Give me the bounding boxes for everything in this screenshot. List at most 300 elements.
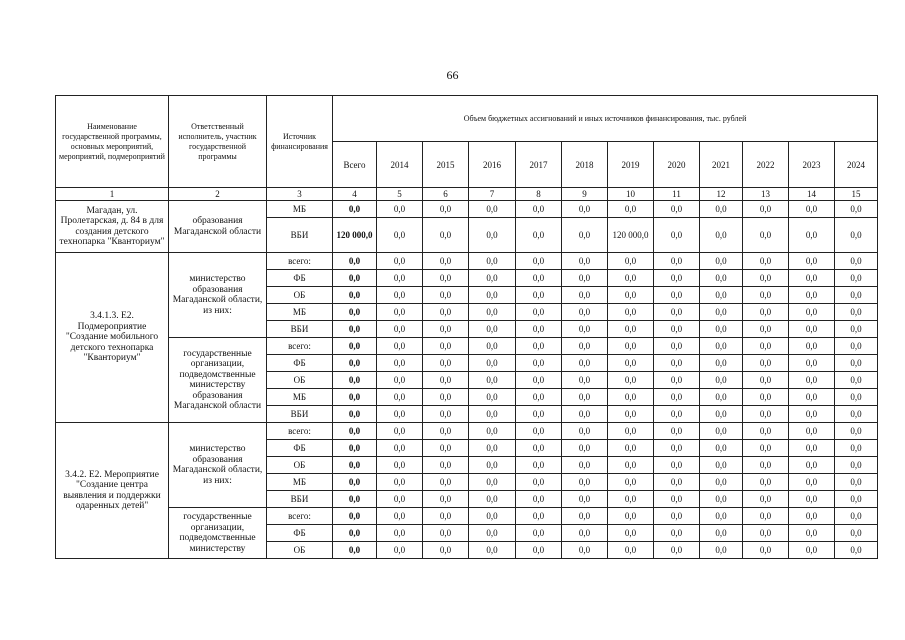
year-value: 0,0	[608, 355, 654, 372]
total-value: 120 000,0	[333, 218, 377, 253]
funding-source: ОБ	[267, 287, 333, 304]
year-value: 0,0	[654, 355, 700, 372]
year-value: 0,0	[516, 201, 562, 218]
year-value: 0,0	[835, 321, 878, 338]
year-value: 120 000,0	[608, 218, 654, 253]
year-value: 0,0	[700, 201, 743, 218]
column-number: 14	[789, 188, 835, 201]
year-value: 0,0	[743, 253, 789, 270]
year-value: 0,0	[743, 321, 789, 338]
year-value: 0,0	[743, 287, 789, 304]
funding-source: всего:	[267, 338, 333, 355]
column-number: 12	[700, 188, 743, 201]
column-number: 1	[56, 188, 169, 201]
year-value: 0,0	[789, 474, 835, 491]
year-value: 0,0	[516, 355, 562, 372]
column-number: 7	[469, 188, 516, 201]
year-value: 0,0	[835, 218, 878, 253]
year-value: 0,0	[608, 406, 654, 423]
total-value: 0,0	[333, 201, 377, 218]
year-value: 0,0	[516, 491, 562, 508]
year-value: 0,0	[469, 508, 516, 525]
year-value: 0,0	[743, 372, 789, 389]
year-value: 0,0	[516, 304, 562, 321]
year-value: 0,0	[562, 474, 608, 491]
year-value: 0,0	[423, 304, 469, 321]
responsible-executor: образования Магаданской области	[169, 201, 267, 253]
table-row	[56, 253, 878, 270]
year-value: 0,0	[377, 457, 423, 474]
year-value: 0,0	[835, 201, 878, 218]
year-value: 0,0	[608, 270, 654, 287]
responsible-executor: государственные организации, подведомственные министерству образования Магаданской области	[169, 338, 267, 423]
funding-source: ОБ	[267, 542, 333, 559]
year-value: 0,0	[377, 423, 423, 440]
year-value: 0,0	[743, 542, 789, 559]
year-value: 0,0	[562, 372, 608, 389]
header-source: Источник финансирования	[267, 96, 333, 188]
year-value: 0,0	[562, 491, 608, 508]
column-number: 9	[562, 188, 608, 201]
total-value: 0,0	[333, 457, 377, 474]
table-row	[56, 338, 878, 355]
year-value: 0,0	[608, 440, 654, 457]
year-value: 0,0	[835, 423, 878, 440]
year-value: 0,0	[423, 355, 469, 372]
year-value: 0,0	[654, 218, 700, 253]
total-value: 0,0	[333, 508, 377, 525]
year-value: 0,0	[423, 525, 469, 542]
header-year: 2024	[835, 142, 878, 188]
year-value: 0,0	[654, 389, 700, 406]
year-value: 0,0	[700, 321, 743, 338]
column-number: 6	[423, 188, 469, 201]
header-name: Наименование государственной программы, основных мероприятий, мероприятий, подмероприятий	[56, 96, 169, 188]
year-value: 0,0	[835, 457, 878, 474]
column-number: 2	[169, 188, 267, 201]
year-value: 0,0	[743, 218, 789, 253]
year-value: 0,0	[654, 372, 700, 389]
funding-source: ОБ	[267, 457, 333, 474]
year-value: 0,0	[377, 542, 423, 559]
year-value: 0,0	[608, 287, 654, 304]
year-value: 0,0	[835, 406, 878, 423]
funding-source: ФБ	[267, 440, 333, 457]
funding-source: МБ	[267, 304, 333, 321]
table-row	[56, 423, 878, 440]
responsible-executor: государственные организации, подведомственные министерству	[169, 508, 267, 559]
year-value: 0,0	[423, 423, 469, 440]
year-value: 0,0	[654, 508, 700, 525]
year-value: 0,0	[743, 270, 789, 287]
year-value: 0,0	[654, 338, 700, 355]
year-value: 0,0	[562, 338, 608, 355]
column-number: 11	[654, 188, 700, 201]
header-year: 2019	[608, 142, 654, 188]
year-value: 0,0	[377, 474, 423, 491]
year-value: 0,0	[562, 440, 608, 457]
year-value: 0,0	[377, 440, 423, 457]
funding-source: ВБИ	[267, 218, 333, 253]
year-value: 0,0	[516, 218, 562, 253]
total-value: 0,0	[333, 474, 377, 491]
table-row	[56, 201, 878, 218]
year-value: 0,0	[423, 491, 469, 508]
year-value: 0,0	[516, 270, 562, 287]
year-value: 0,0	[377, 355, 423, 372]
year-value: 0,0	[469, 423, 516, 440]
funding-source: ВБИ	[267, 491, 333, 508]
year-value: 0,0	[608, 542, 654, 559]
year-value: 0,0	[700, 423, 743, 440]
funding-source: всего:	[267, 508, 333, 525]
column-number-row	[56, 188, 878, 201]
year-value: 0,0	[789, 270, 835, 287]
year-value: 0,0	[789, 338, 835, 355]
column-number: 15	[835, 188, 878, 201]
year-value: 0,0	[516, 389, 562, 406]
year-value: 0,0	[700, 304, 743, 321]
year-value: 0,0	[743, 304, 789, 321]
year-value: 0,0	[377, 287, 423, 304]
budget-table	[55, 95, 878, 559]
year-value: 0,0	[469, 338, 516, 355]
year-value: 0,0	[835, 389, 878, 406]
year-value: 0,0	[654, 406, 700, 423]
year-value: 0,0	[654, 525, 700, 542]
year-value: 0,0	[608, 389, 654, 406]
total-value: 0,0	[333, 321, 377, 338]
year-value: 0,0	[789, 201, 835, 218]
activity-name: 3.4.1.3. Е2. Подмероприятие "Создание мобильного детского технопарка "Кванториум"	[56, 253, 169, 423]
year-value: 0,0	[562, 253, 608, 270]
year-value: 0,0	[469, 304, 516, 321]
year-value: 0,0	[469, 253, 516, 270]
header-year: 2020	[654, 142, 700, 188]
year-value: 0,0	[423, 457, 469, 474]
year-value: 0,0	[377, 491, 423, 508]
funding-source: МБ	[267, 474, 333, 491]
year-value: 0,0	[469, 474, 516, 491]
year-value: 0,0	[700, 218, 743, 253]
year-value: 0,0	[743, 338, 789, 355]
year-value: 0,0	[654, 253, 700, 270]
year-value: 0,0	[654, 287, 700, 304]
year-value: 0,0	[516, 525, 562, 542]
year-value: 0,0	[608, 253, 654, 270]
page-number: 66	[446, 68, 459, 82]
year-value: 0,0	[423, 406, 469, 423]
year-value: 0,0	[377, 406, 423, 423]
total-value: 0,0	[333, 372, 377, 389]
year-value: 0,0	[377, 525, 423, 542]
column-number: 3	[267, 188, 333, 201]
year-value: 0,0	[789, 525, 835, 542]
year-value: 0,0	[700, 491, 743, 508]
year-value: 0,0	[789, 355, 835, 372]
year-value: 0,0	[562, 218, 608, 253]
year-value: 0,0	[469, 321, 516, 338]
year-value: 0,0	[562, 508, 608, 525]
header-year: 2021	[700, 142, 743, 188]
total-value: 0,0	[333, 542, 377, 559]
year-value: 0,0	[743, 389, 789, 406]
year-value: 0,0	[469, 270, 516, 287]
header-year: 2022	[743, 142, 789, 188]
year-value: 0,0	[516, 372, 562, 389]
year-value: 0,0	[743, 201, 789, 218]
column-number: 13	[743, 188, 789, 201]
year-value: 0,0	[743, 423, 789, 440]
funding-source: ВБИ	[267, 321, 333, 338]
year-value: 0,0	[835, 338, 878, 355]
year-value: 0,0	[423, 321, 469, 338]
year-value: 0,0	[654, 491, 700, 508]
year-value: 0,0	[700, 457, 743, 474]
total-value: 0,0	[333, 304, 377, 321]
year-value: 0,0	[423, 474, 469, 491]
year-value: 0,0	[835, 491, 878, 508]
year-value: 0,0	[608, 201, 654, 218]
year-value: 0,0	[423, 201, 469, 218]
year-value: 0,0	[789, 542, 835, 559]
year-value: 0,0	[516, 474, 562, 491]
column-number: 4	[333, 188, 377, 201]
year-value: 0,0	[700, 474, 743, 491]
activity-name: Магадан, ул. Пролетарская, д. 84 в для создания детского технопарка "Кванториум"	[56, 201, 169, 253]
responsible-executor: министерство образования Магаданской области, из них:	[169, 423, 267, 508]
year-value: 0,0	[377, 508, 423, 525]
year-value: 0,0	[469, 372, 516, 389]
year-value: 0,0	[562, 423, 608, 440]
year-value: 0,0	[516, 440, 562, 457]
header-year: 2016	[469, 142, 516, 188]
year-value: 0,0	[469, 218, 516, 253]
year-value: 0,0	[743, 406, 789, 423]
funding-source: ФБ	[267, 355, 333, 372]
total-value: 0,0	[333, 491, 377, 508]
year-value: 0,0	[469, 440, 516, 457]
year-value: 0,0	[700, 389, 743, 406]
year-value: 0,0	[423, 389, 469, 406]
funding-source: ФБ	[267, 270, 333, 287]
year-value: 0,0	[789, 253, 835, 270]
year-value: 0,0	[377, 218, 423, 253]
header-volume: Объем бюджетных ассигнований и иных источников финансирования, тыс. рублей	[333, 96, 878, 142]
year-value: 0,0	[608, 474, 654, 491]
year-value: 0,0	[789, 287, 835, 304]
year-value: 0,0	[654, 440, 700, 457]
year-value: 0,0	[423, 253, 469, 270]
year-value: 0,0	[469, 389, 516, 406]
year-value: 0,0	[562, 457, 608, 474]
year-value: 0,0	[835, 372, 878, 389]
column-number: 5	[377, 188, 423, 201]
year-value: 0,0	[654, 304, 700, 321]
year-value: 0,0	[835, 525, 878, 542]
year-value: 0,0	[654, 542, 700, 559]
funding-source: ФБ	[267, 525, 333, 542]
total-value: 0,0	[333, 270, 377, 287]
year-value: 0,0	[700, 508, 743, 525]
total-value: 0,0	[333, 389, 377, 406]
year-value: 0,0	[608, 525, 654, 542]
year-value: 0,0	[700, 355, 743, 372]
funding-source: всего:	[267, 253, 333, 270]
year-value: 0,0	[562, 270, 608, 287]
year-value: 0,0	[700, 372, 743, 389]
year-value: 0,0	[789, 304, 835, 321]
year-value: 0,0	[700, 542, 743, 559]
year-value: 0,0	[423, 270, 469, 287]
year-value: 0,0	[835, 542, 878, 559]
year-value: 0,0	[789, 440, 835, 457]
funding-source: МБ	[267, 389, 333, 406]
year-value: 0,0	[789, 491, 835, 508]
activity-name: 3.4.2. Е2. Мероприятие "Создание центра выявления и поддержки одаренных детей"	[56, 423, 169, 559]
total-value: 0,0	[333, 287, 377, 304]
year-value: 0,0	[562, 355, 608, 372]
year-value: 0,0	[743, 508, 789, 525]
year-value: 0,0	[700, 287, 743, 304]
header-year: 2014	[377, 142, 423, 188]
year-value: 0,0	[743, 457, 789, 474]
year-value: 0,0	[516, 406, 562, 423]
year-value: 0,0	[743, 355, 789, 372]
year-value: 0,0	[835, 270, 878, 287]
year-value: 0,0	[835, 440, 878, 457]
year-value: 0,0	[608, 508, 654, 525]
header-total: Всего	[333, 142, 377, 188]
year-value: 0,0	[700, 270, 743, 287]
year-value: 0,0	[469, 525, 516, 542]
funding-source: ОБ	[267, 372, 333, 389]
year-value: 0,0	[835, 474, 878, 491]
year-value: 0,0	[469, 287, 516, 304]
total-value: 0,0	[333, 406, 377, 423]
year-value: 0,0	[743, 525, 789, 542]
year-value: 0,0	[516, 253, 562, 270]
year-value: 0,0	[377, 253, 423, 270]
year-value: 0,0	[835, 287, 878, 304]
year-value: 0,0	[377, 389, 423, 406]
year-value: 0,0	[377, 372, 423, 389]
year-value: 0,0	[743, 474, 789, 491]
year-value: 0,0	[608, 423, 654, 440]
header-year: 2023	[789, 142, 835, 188]
header-year: 2018	[562, 142, 608, 188]
year-value: 0,0	[516, 287, 562, 304]
year-value: 0,0	[516, 542, 562, 559]
year-value: 0,0	[469, 457, 516, 474]
year-value: 0,0	[789, 372, 835, 389]
year-value: 0,0	[835, 253, 878, 270]
year-value: 0,0	[700, 525, 743, 542]
table-row	[56, 508, 878, 525]
total-value: 0,0	[333, 525, 377, 542]
year-value: 0,0	[608, 491, 654, 508]
year-value: 0,0	[789, 389, 835, 406]
year-value: 0,0	[608, 338, 654, 355]
year-value: 0,0	[469, 542, 516, 559]
year-value: 0,0	[789, 457, 835, 474]
funding-source: всего:	[267, 423, 333, 440]
column-number: 10	[608, 188, 654, 201]
total-value: 0,0	[333, 423, 377, 440]
year-value: 0,0	[423, 542, 469, 559]
year-value: 0,0	[700, 338, 743, 355]
year-value: 0,0	[608, 372, 654, 389]
year-value: 0,0	[423, 440, 469, 457]
year-value: 0,0	[654, 457, 700, 474]
year-value: 0,0	[700, 440, 743, 457]
year-value: 0,0	[562, 542, 608, 559]
year-value: 0,0	[789, 406, 835, 423]
funding-source: ВБИ	[267, 406, 333, 423]
year-value: 0,0	[700, 406, 743, 423]
year-value: 0,0	[516, 423, 562, 440]
year-value: 0,0	[743, 440, 789, 457]
funding-source: МБ	[267, 201, 333, 218]
year-value: 0,0	[469, 201, 516, 218]
year-value: 0,0	[608, 304, 654, 321]
total-value: 0,0	[333, 355, 377, 372]
total-value: 0,0	[333, 440, 377, 457]
year-value: 0,0	[789, 218, 835, 253]
year-value: 0,0	[608, 457, 654, 474]
total-value: 0,0	[333, 253, 377, 270]
year-value: 0,0	[377, 201, 423, 218]
year-value: 0,0	[654, 270, 700, 287]
year-value: 0,0	[789, 321, 835, 338]
year-value: 0,0	[562, 321, 608, 338]
year-value: 0,0	[562, 525, 608, 542]
year-value: 0,0	[377, 270, 423, 287]
year-value: 0,0	[469, 406, 516, 423]
header-year: 2015	[423, 142, 469, 188]
year-value: 0,0	[423, 287, 469, 304]
responsible-executor: министерство образования Магаданской области, из них:	[169, 253, 267, 338]
year-value: 0,0	[423, 338, 469, 355]
header-year: 2017	[516, 142, 562, 188]
total-value: 0,0	[333, 338, 377, 355]
year-value: 0,0	[516, 321, 562, 338]
year-value: 0,0	[423, 372, 469, 389]
year-value: 0,0	[700, 253, 743, 270]
year-value: 0,0	[423, 508, 469, 525]
year-value: 0,0	[654, 423, 700, 440]
header-responsible: Ответственный исполнитель, участник государственной программы	[169, 96, 267, 188]
year-value: 0,0	[516, 508, 562, 525]
year-value: 0,0	[562, 287, 608, 304]
year-value: 0,0	[562, 304, 608, 321]
year-value: 0,0	[469, 491, 516, 508]
year-value: 0,0	[789, 423, 835, 440]
year-value: 0,0	[377, 321, 423, 338]
year-value: 0,0	[516, 457, 562, 474]
year-value: 0,0	[469, 355, 516, 372]
column-number: 8	[516, 188, 562, 201]
year-value: 0,0	[654, 321, 700, 338]
year-value: 0,0	[835, 304, 878, 321]
year-value: 0,0	[654, 201, 700, 218]
year-value: 0,0	[654, 474, 700, 491]
year-value: 0,0	[562, 201, 608, 218]
year-value: 0,0	[377, 338, 423, 355]
year-value: 0,0	[789, 508, 835, 525]
year-value: 0,0	[608, 321, 654, 338]
year-value: 0,0	[835, 508, 878, 525]
